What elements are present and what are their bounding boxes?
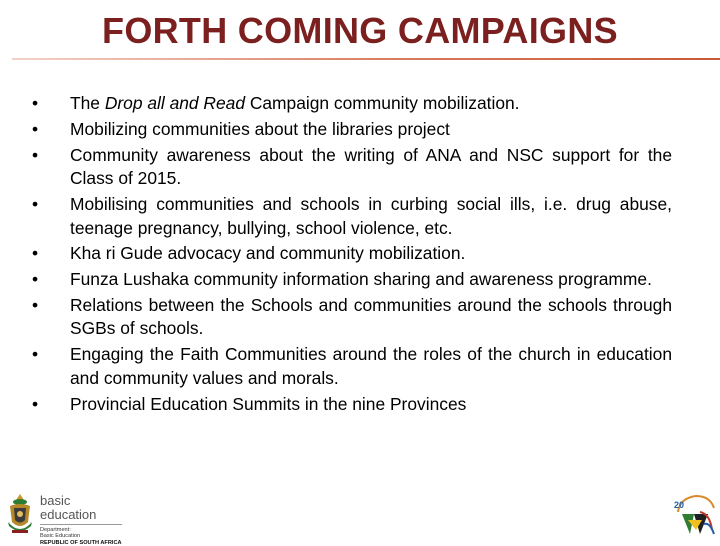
bullet-text: Mobilising communities and schools in curbing social ills, i.e. drug abuse, teenage pregnancy, bullying, school violence, etc.: [70, 193, 672, 238]
brand-name: basic education: [40, 493, 97, 522]
slide-title: FORTH COMING CAMPAIGNS: [102, 10, 618, 51]
bullet-text: Engaging the Faith Communities around the roles of the church in education and community values and morals.: [70, 344, 672, 388]
bullet-icon: •: [31, 393, 39, 414]
list-item: [28, 343, 672, 390]
bullet-icon: •: [31, 294, 39, 315]
bullet-icon: •: [31, 144, 39, 165]
list-item: [28, 294, 672, 341]
bullet-text: Relations between the Schools and communities around the schools through SGBs of schools.: [70, 294, 672, 339]
bullet-text: Mobilizing communities about the libraries project: [70, 118, 450, 139]
bullet-text-emphasis: Drop all and Read: [104, 93, 245, 113]
bullet-icon: •: [31, 93, 39, 113]
svg-text:20: 20: [674, 500, 685, 510]
bullet-icon: •: [31, 269, 39, 290]
bullet-text: Community awareness about the writing of ANA and NSC support for the Class of 2015.: [70, 144, 672, 189]
campaign-list: [28, 92, 672, 418]
list-item: [28, 144, 672, 191]
dept-line-2: Basic Education: [40, 533, 81, 540]
brand-block: [40, 494, 130, 546]
bullet-icon: •: [31, 344, 39, 365]
bullet-icon: •: [31, 243, 39, 264]
bullet-text-post: Campaign community mobilization.: [245, 93, 520, 113]
country-name: REPUBLIC OF SOUTH AFRICA: [40, 539, 122, 546]
freedom-20-years-icon: [672, 490, 718, 538]
bullet-icon: •: [31, 193, 39, 214]
coat-of-arms-icon: [4, 492, 36, 536]
list-item: [28, 268, 672, 292]
list-item: [28, 193, 672, 240]
list-item: [28, 242, 672, 266]
list-item: [28, 393, 672, 417]
anniversary-logo: [672, 490, 718, 538]
bullet-text: Kha ri Gude advocacy and community mobilization.: [70, 243, 466, 264]
list-item: [28, 118, 672, 142]
dept-line-1: Department:: [40, 527, 71, 533]
bullet-text: Funza Lushaka community information sharing and awareness programme.: [70, 269, 652, 290]
bullet-icon: •: [31, 118, 39, 139]
list-item: [28, 92, 672, 116]
bullet-text-pre: The: [70, 93, 105, 113]
brand-divider: [40, 524, 122, 525]
department-logo: [2, 490, 142, 546]
bullet-text: Provincial Education Summits in the nine Provinces: [70, 393, 467, 414]
title-divider: [12, 58, 720, 60]
